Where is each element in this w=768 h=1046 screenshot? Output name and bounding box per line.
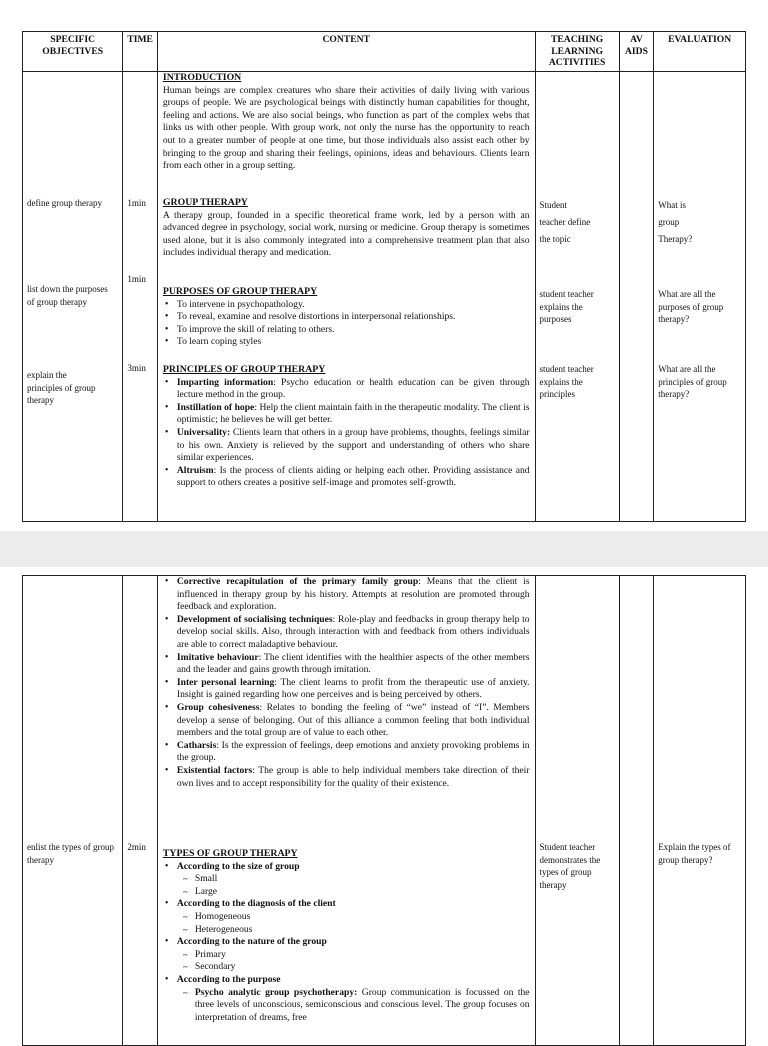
principle-item <box>177 765 530 790</box>
header-activities: TEACHING LEARNING ACTIVITIES <box>535 32 619 72</box>
principle-item <box>177 465 530 490</box>
av-aids-cell-2 <box>619 576 654 1046</box>
group-therapy-text: A therapy group, founded in a specific theoretical frame work, led by a person with an advanced degree in psychology, social work, nursing or medicine. Group therapy is sometimes used alone, but it is also commonly integrated into a comprehensive treatment plan that also includes individual therapy and medication. <box>162 209 530 259</box>
principles-section <box>163 364 530 490</box>
body-row <box>23 72 746 522</box>
header-time: TIME <box>123 32 158 72</box>
type-subitem: ~ Small <box>195 873 530 886</box>
principle-text: : Is the expression of feelings, deep emotions and anxiety provoking problems in the group. <box>176 739 530 764</box>
lesson-plan-table-2 <box>22 575 746 1046</box>
principle-term: Imitative behaviour <box>176 651 259 663</box>
group-therapy-section <box>163 197 530 260</box>
type-category <box>177 936 530 974</box>
type-subitem <box>195 987 530 1025</box>
principle-text: Clients learn that others in a group have problems, thoughts, feelings similar to his own. Anxiety is relieved by the support and understanding of others who share similar experiences. <box>176 426 530 464</box>
type-subitem: ~ Secondary <box>195 961 530 974</box>
header-evaluation: EVALUATION <box>654 32 746 72</box>
type-category <box>177 898 530 936</box>
principle-term: Imparting information <box>176 376 274 388</box>
type-subitem: ~ Heterogeneous <box>195 924 530 937</box>
purpose-item: • To learn coping styles <box>177 336 530 349</box>
activity-types: Student teacher demonstrates the types of group therapy <box>539 842 601 890</box>
objective-principles: explain the principles of group therapy <box>27 370 96 405</box>
principle-item <box>177 427 530 465</box>
type-subitems <box>177 987 530 1025</box>
activity-principles: student teacher explains the principles <box>539 364 594 399</box>
purpose-item: • To reveal, examine and resolve distortions in interpersonal relationships. <box>177 311 530 324</box>
purposes-title: PURPOSES OF GROUP THERAPY <box>162 286 318 297</box>
principle-term: Existential factors <box>176 764 253 776</box>
type-subitems <box>177 911 530 936</box>
principle-item <box>177 377 530 402</box>
types-title: TYPES OF GROUP THERAPY <box>162 848 298 859</box>
principle-term: Universality: <box>176 426 231 438</box>
evaluation-cell-2 <box>654 576 746 1046</box>
evaluation-principles: What are all the principles of group therapy? <box>658 364 727 399</box>
type-subitem-text: Group communication is focussed on the three levels of unconscious, semiconscious and conscious level. The group focuses on interpretation of dreams, free <box>194 986 530 1023</box>
principles-continued-section <box>163 576 530 790</box>
header-objectives: SPECIFIC OBJECTIVES <box>23 32 123 72</box>
header-content: CONTENT <box>157 32 535 72</box>
lesson-plan-table-1 <box>22 31 746 522</box>
activity-define: Student teacher define the topic <box>539 200 591 244</box>
principle-item <box>177 677 530 702</box>
principles-title: PRINCIPLES OF GROUP THERAPY <box>162 364 326 375</box>
type-category <box>177 861 530 899</box>
evaluation-cell <box>654 72 746 522</box>
header-av-aids: AV AIDS <box>619 32 654 72</box>
evaluation-types: Explain the types of group therapy? <box>658 842 731 865</box>
activities-cell <box>535 72 619 522</box>
activities-cell-2 <box>535 576 619 1046</box>
principle-item <box>177 702 530 740</box>
purpose-item: • To improve the skill of relating to others. <box>177 324 530 337</box>
page-break <box>0 531 768 567</box>
principle-text: : The client learns to profit from the therapeutic use of anxiety. Insight is gained regarding how one perceives and is being perceived by others. <box>176 676 530 701</box>
time-types: 2min <box>127 842 146 852</box>
principle-text: : Help the client maintain faith in the therapeutic modality. The client is optimistic; he believes he will get better. <box>176 401 530 426</box>
type-category-label: According to the purpose <box>176 973 281 985</box>
types-section <box>163 848 530 1024</box>
types-list <box>163 861 530 1025</box>
time-cell-2 <box>123 576 158 1046</box>
introduction-title: INTRODUCTION <box>162 72 242 83</box>
principle-item <box>177 614 530 652</box>
objectives-cell <box>23 72 123 522</box>
objective-define: define group therapy <box>27 198 102 208</box>
principle-text: : Psycho education or health education can be given through lecture method in the group. <box>176 376 530 401</box>
type-subitems <box>177 873 530 898</box>
objective-purposes: list down the purposes of group therapy <box>27 284 108 307</box>
principle-term: Development of socialising techniques <box>176 613 333 625</box>
principle-term: Instillation of hope <box>176 401 255 413</box>
principle-term: Inter personal learning <box>176 676 275 688</box>
principle-text: : The group is able to help individual members take direction of their own lives and to accept responsibility for the quality of their existence. <box>176 764 530 789</box>
type-subitems <box>177 949 530 974</box>
principle-item <box>177 576 530 614</box>
type-category-label: According to the nature of the group <box>176 936 327 948</box>
objective-types: enlist the types of group therapy <box>27 842 114 865</box>
objectives-cell-2 <box>23 576 123 1046</box>
principle-text: : Relates to bonding the feeling of “we” instead of “I”. Members develop a sense of belonging. Out of this alliance a common feeling that both individual members and the total group are of value to each other. <box>176 701 530 739</box>
time-purposes: 1min <box>127 274 146 284</box>
type-category <box>177 974 530 1024</box>
type-subitem: ~ Large <box>195 886 530 899</box>
evaluation-define: What is group Therapy? <box>658 200 693 244</box>
type-subitem: ~ Primary <box>195 949 530 962</box>
content-cell <box>157 72 535 522</box>
principle-term: Catharsis <box>176 739 217 751</box>
header-row <box>23 32 746 72</box>
activity-purposes: student teacher explains the purposes <box>539 289 594 324</box>
time-define: 1min <box>127 198 146 208</box>
av-aids-cell <box>619 72 654 522</box>
principles-continued-list <box>163 576 530 790</box>
principle-term: Altruism <box>176 464 214 476</box>
type-category-label: According to the size of group <box>176 860 300 872</box>
principles-list <box>163 377 530 490</box>
introduction-text: Human beings are complex creatures who share their activities of daily living with various groups of people. We are psychological beings with distinctly human capabilities for thought, feeling and actions. We are also social beings, who function as part of the complex webs that links us with other people. With group work, not only the nurse has the opportunity to reach out to a greater number of people at one time, but those individuals also assist each other by bringing to the group and sharing their feelings, opinions, ideas and behaviours. Clients learn from each other in a group setting. <box>162 84 530 172</box>
purposes-section <box>163 286 530 349</box>
principle-text: : Role-play and feedbacks in group therapy help to develop social skills. Also, through interaction with and feedback from others individuals are able to correct maladaptive behaviour. <box>176 613 530 650</box>
purpose-item: • To intervene in psychopathology. <box>177 299 530 312</box>
purposes-list <box>163 299 530 349</box>
evaluation-purposes: What are all the purposes of group therapy? <box>658 289 724 324</box>
principle-item <box>177 652 530 677</box>
principle-term: Group cohesiveness <box>176 701 260 713</box>
type-subitem: ~ Homogeneous <box>195 911 530 924</box>
principle-item <box>177 402 530 427</box>
time-principles: 3min <box>127 363 146 373</box>
body-row-2 <box>23 576 746 1046</box>
content-cell-2 <box>157 576 535 1046</box>
principle-text: : Is the process of clients aiding or helping each other. Providing assistance and support to others creates a positive self-image and promotes self-growth. <box>176 464 530 489</box>
principle-text: : Means that the client is influenced in therapy group by his history. Attempts at resolution are promoted through feedback and exploration. <box>176 576 530 613</box>
group-therapy-title: GROUP THERAPY <box>162 197 248 208</box>
type-category-label: According to the diagnosis of the client <box>176 898 336 910</box>
principle-item <box>177 740 530 765</box>
type-subitem-term: Psycho analytic group psychotherapy: <box>194 986 358 998</box>
introduction-section <box>163 72 530 173</box>
time-cell <box>123 72 158 522</box>
principle-term: Corrective recapitulation of the primary family group <box>176 576 419 587</box>
principle-text: : The client identifies with the healthier aspects of the other members and the leader and gains growth through imitation. <box>176 651 530 676</box>
